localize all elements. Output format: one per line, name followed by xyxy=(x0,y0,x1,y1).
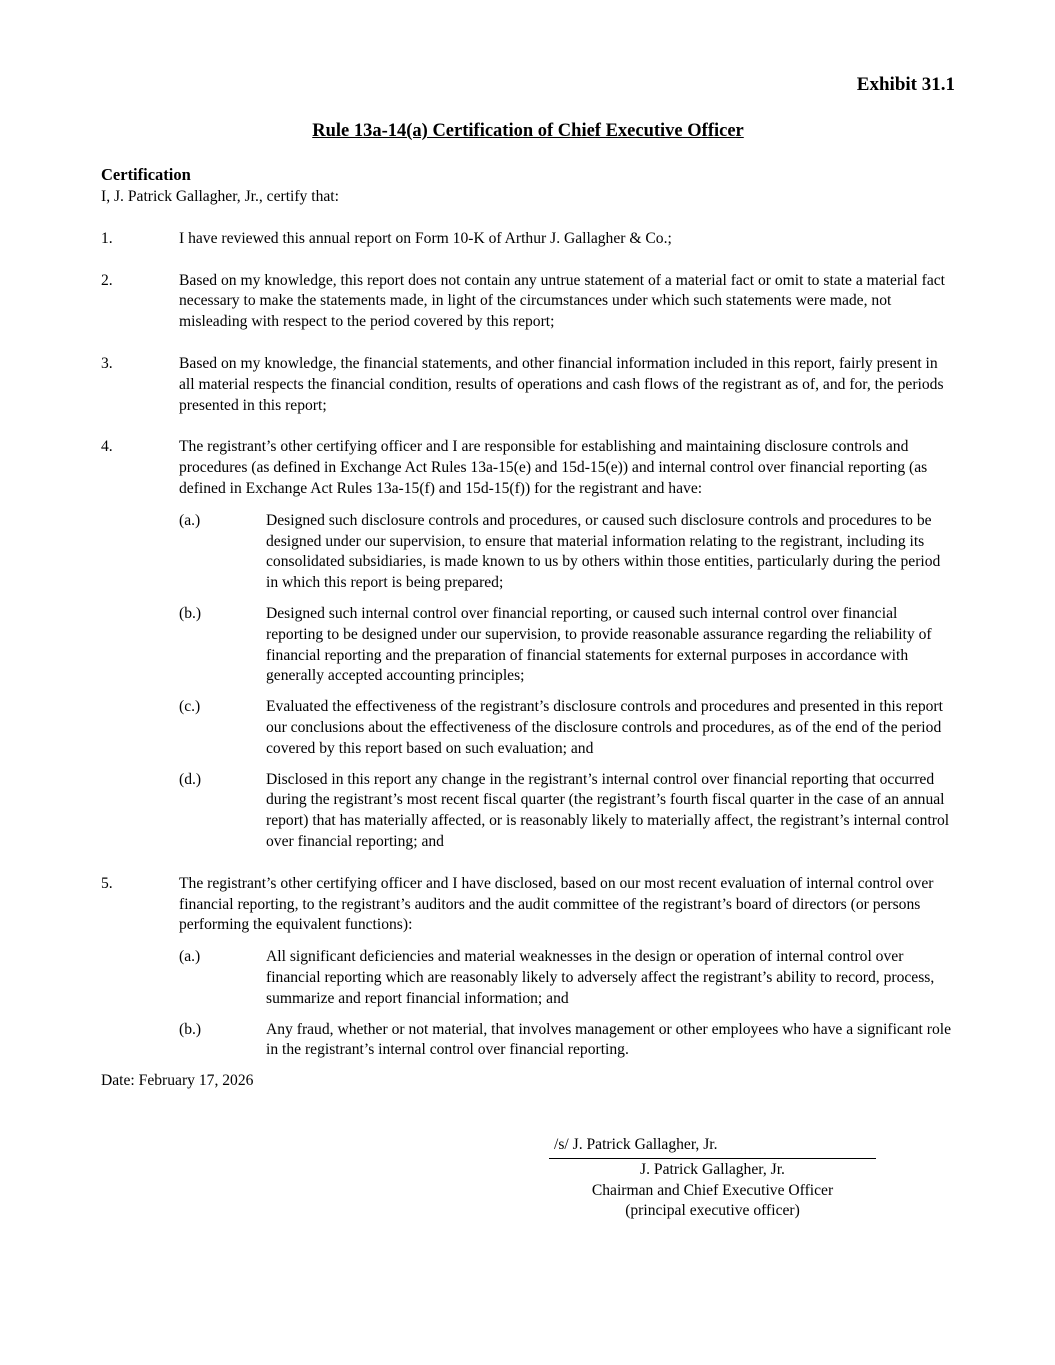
certification-body xyxy=(101,187,955,1092)
date-line: Date: February 17, 2026 xyxy=(101,1072,254,1090)
signature-block xyxy=(549,1135,876,1222)
sublist-5 xyxy=(179,947,955,1061)
item-number: 4. xyxy=(101,438,113,456)
sub-item-5a xyxy=(179,947,955,1009)
sublist-4 xyxy=(179,511,955,853)
document-title: Rule 13a-14(a) Certification of Chief Executive Officer xyxy=(312,121,744,141)
sub-item-label: (d.) xyxy=(179,770,202,788)
signer-role: (principal executive officer) xyxy=(625,1202,800,1220)
list-item-3 xyxy=(101,354,955,416)
item-number: 5. xyxy=(101,874,113,892)
item-number: 2. xyxy=(101,271,113,289)
signature-line: /s/ J. Patrick Gallagher, Jr. xyxy=(549,1135,876,1159)
signer-info xyxy=(549,1160,876,1222)
sub-item-text: Designed such internal control over financial reporting, or caused such internal control over financial reporting to be designed under our supervision, to provide reasonable assurance regarding the reliability of financial reporting and the preparation of financial statements for external purposes in accordance with generally accepted accounting principles; xyxy=(266,604,932,685)
sub-item-text: Evaluated the effectiveness of the registrant’s disclosure controls and procedures and presented in this report our conclusions about the effectiveness of the disclosure controls and procedures, as of the end of the period covered by this report based on such evaluation; and xyxy=(266,698,943,757)
sub-item-label: (a.) xyxy=(179,948,201,966)
signer-name: J. Patrick Gallagher, Jr. xyxy=(640,1160,785,1178)
list-item-2 xyxy=(101,271,955,333)
list-item-1 xyxy=(101,229,955,250)
section-heading: Certification xyxy=(101,165,191,184)
sub-item-text: All significant deficiencies and material weaknesses in the design or operation of internal control over financial reporting which are reasonably likely to adversely affect the registrant’s ability to record, process, summarize and report financial information; and xyxy=(266,948,935,1007)
item-text: The registrant’s other certifying officer and I have disclosed, based on our most recent evaluation of internal control over financial reporting, to the registrant’s auditors and the audit committee of the registrant’s board of directors (or persons performing the equivalent functions): xyxy=(179,874,934,934)
sub-item-4c xyxy=(179,697,955,759)
sub-item-text: Any fraud, whether or not material, that involves management or other employees who have a significant role in the registrant’s internal control over financial reporting. xyxy=(266,1020,952,1059)
sub-item-text: Disclosed in this report any change in the registrant’s internal control over financial reporting that occurred during the registrant’s most recent fiscal quarter (the registrant’s fourth fiscal quarter in the case of an annual report) that has materially affected, or is reasonably likely to materially affect, the registrant’s internal control over financial reporting; and xyxy=(266,770,950,850)
item-number: 1. xyxy=(101,229,113,247)
sub-item-label: (b.) xyxy=(179,1020,202,1038)
item-text: Based on my knowledge, the financial statements, and other financial information included in this report, fairly present in all material respects the financial condition, results of operations and cash flows of the registrant as of, and for, the periods presented in this report; xyxy=(179,354,944,414)
item-number: 3. xyxy=(101,354,113,372)
sub-item-text: Designed such disclosure controls and procedures, or caused such disclosure controls and procedures to be designed under our supervision, to ensure that material information relating to the registrant, including its consolidated subsidiaries, is made known to us by others within those entities, particularly during the period in which this report is being prepared; xyxy=(266,511,941,592)
item-text: Based on my knowledge, this report does not contain any untrue statement of a material fact or omit to state a material fact necessary to make the statements made, in light of the circumstances under which such statements were made, not misleading with respect to the period covered by this report; xyxy=(179,271,946,331)
sub-item-4b xyxy=(179,604,955,687)
list-item-5 xyxy=(101,874,955,936)
sub-item-label: (c.) xyxy=(179,698,201,716)
sub-item-label: (a.) xyxy=(179,511,201,529)
sub-item-4a xyxy=(179,511,955,594)
item-text: The registrant’s other certifying officer and I are responsible for establishing and maintaining disclosure controls and procedures (as defined in Exchange Act Rules 13a-15(e) and 15d-15(e)) and internal control over financial reporting (as defined in Exchange Act Rules 13a-15(f) and 15d-15(f)) for the registrant and have: xyxy=(179,438,928,497)
sub-item-label: (b.) xyxy=(179,604,202,622)
signer-title: Chairman and Chief Executive Officer xyxy=(591,1181,834,1199)
intro-text: I, J. Patrick Gallagher, Jr., certify that: xyxy=(101,188,339,205)
list-item-4 xyxy=(101,437,955,499)
exhibit-label: Exhibit 31.1 xyxy=(856,74,955,95)
sub-item-5b xyxy=(179,1020,955,1062)
item-text: I have reviewed this annual report on Form 10-K of Arthur J. Gallagher & Co.; xyxy=(179,229,672,247)
sub-item-4d xyxy=(179,770,955,853)
